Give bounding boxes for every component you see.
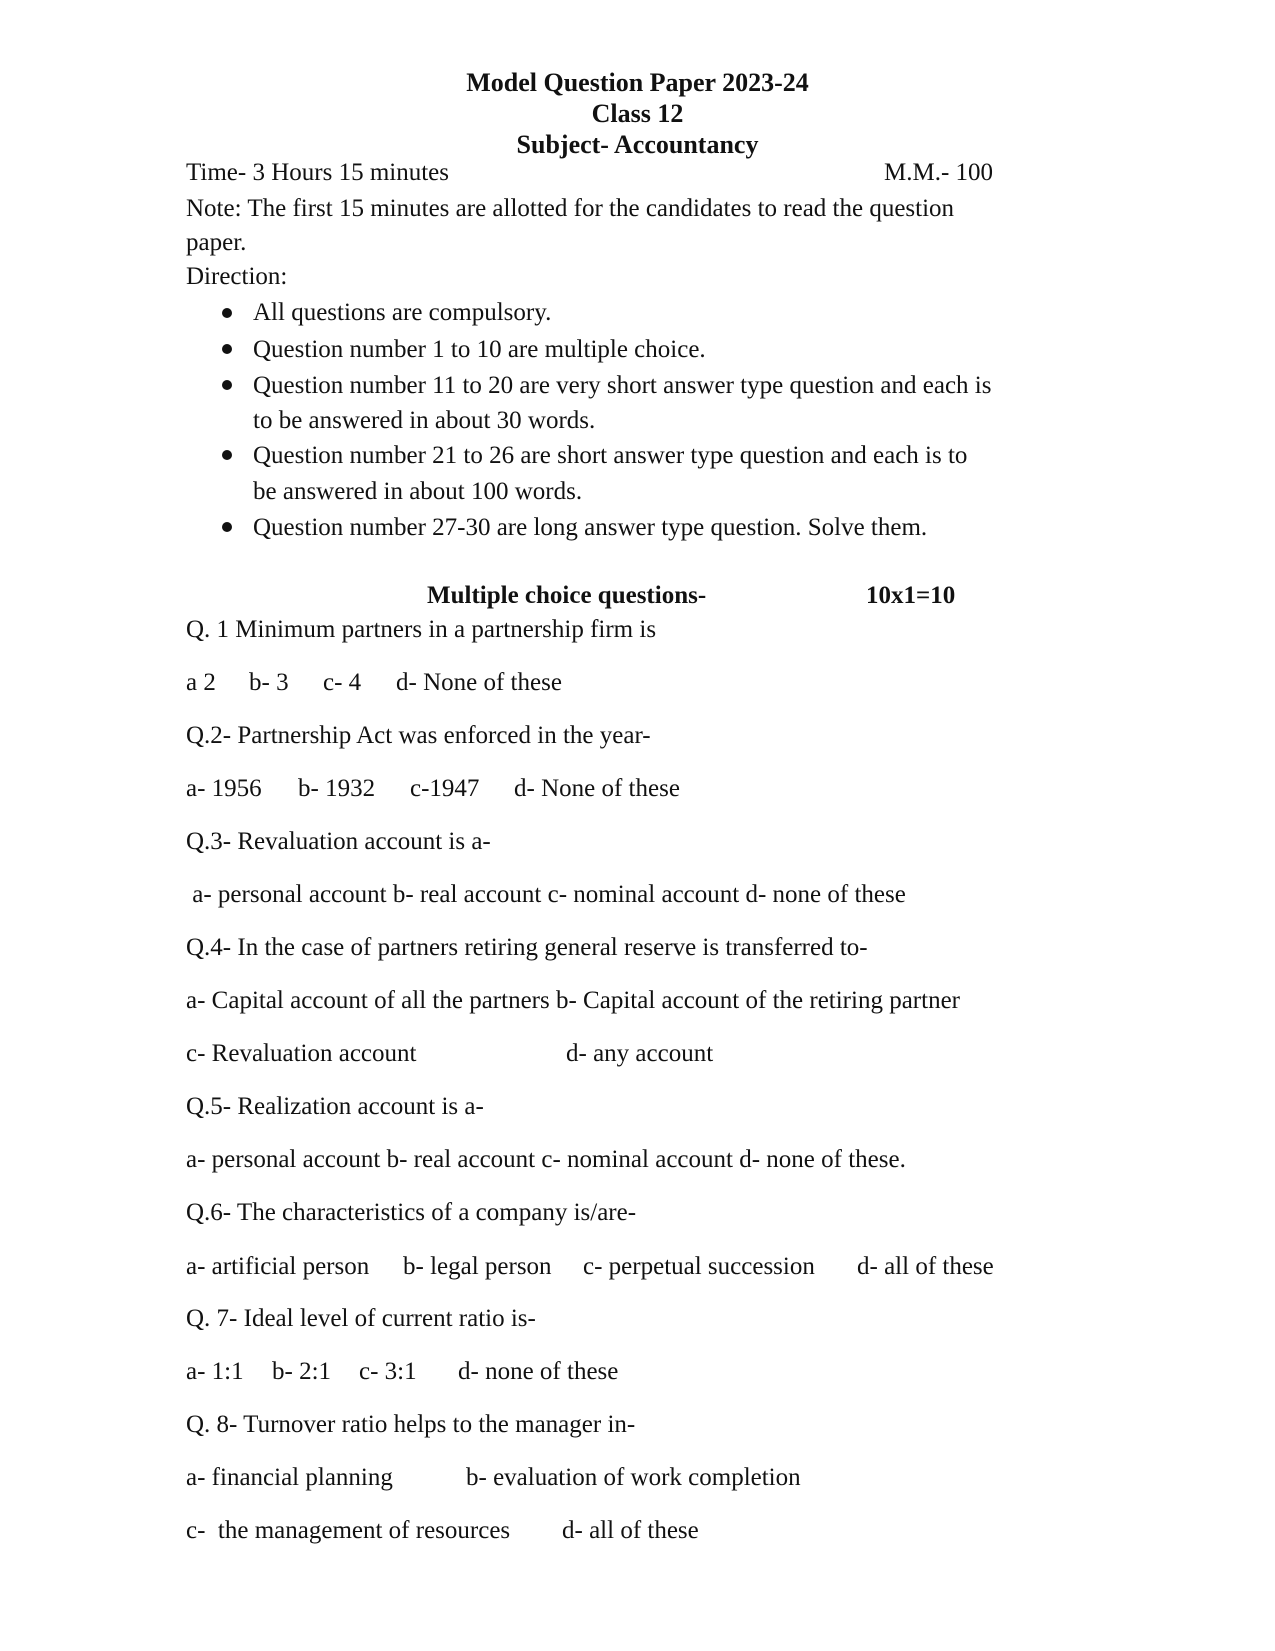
q4-option-d: d- any account — [566, 1040, 714, 1067]
paper-title: Model Question Paper 2023-24 — [466, 68, 809, 97]
section-marks: 10x1=10 — [866, 582, 956, 609]
question-1: Q. 1 Minimum partners in a partnership firm is — [186, 616, 657, 643]
q3-options: a- personal account b- real account c- nominal account d- none of these — [186, 881, 906, 908]
bullet-icon — [222, 308, 232, 318]
q2-option-d: d- None of these — [514, 775, 680, 802]
direction-label: Direction: — [186, 263, 288, 290]
time-label: Time- 3 Hours 15 minutes — [186, 159, 449, 186]
question-7: Q. 7- Ideal level of current ratio is- — [186, 1305, 536, 1332]
q8-option-a: a- financial planning — [186, 1464, 393, 1491]
direction-item: Question number 27-30 are long answer type question. Solve them. — [253, 514, 928, 541]
direction-item-continued: be answered in about 100 words. — [253, 478, 583, 505]
subject-label: Subject- Accountancy — [516, 130, 759, 159]
question-5: Q.5- Realization account is a- — [186, 1093, 484, 1120]
q7-option-a: a- 1:1 — [186, 1358, 244, 1385]
q7-option-d: d- none of these — [458, 1358, 619, 1385]
direction-item: Question number 21 to 26 are short answer type question and each is to — [253, 442, 968, 469]
question-6: Q.6- The characteristics of a company is/are- — [186, 1199, 637, 1226]
q2-option-c: c-1947 — [410, 775, 480, 802]
bullet-icon — [222, 380, 232, 390]
q1-option-c: c- 4 — [323, 669, 362, 696]
q7-option-b: b- 2:1 — [272, 1358, 332, 1385]
question-2: Q.2- Partnership Act was enforced in the year- — [186, 722, 651, 749]
q5-options: a- personal account b- real account c- nominal account d- none of these. — [186, 1146, 906, 1173]
q2-option-a: a- 1956 — [186, 775, 262, 802]
q1-option-d: d- None of these — [396, 669, 562, 696]
section-title: Multiple choice questions- — [427, 582, 707, 609]
direction-item-continued: to be answered in about 30 words. — [253, 407, 596, 434]
direction-item: Question number 11 to 20 are very short answer type question and each is — [253, 372, 992, 399]
bullet-icon — [222, 344, 232, 354]
note-line-1: Note: The first 15 minutes are allotted for the candidates to read the question — [186, 195, 955, 222]
q1-option-a: a 2 — [186, 669, 216, 696]
q4-options-line-1: a- Capital account of all the partners b- Capital account of the retiring partner — [186, 987, 960, 1014]
q7-option-c: c- 3:1 — [359, 1358, 417, 1385]
direction-item: All questions are compulsory. — [253, 299, 552, 326]
question-3: Q.3- Revaluation account is a- — [186, 828, 491, 855]
direction-item: Question number 1 to 10 are multiple choice. — [253, 336, 706, 363]
q1-option-b: b- 3 — [249, 669, 289, 696]
q6-option-b: b- legal person — [403, 1253, 552, 1280]
bullet-icon — [222, 522, 232, 532]
q6-option-d: d- all of these — [857, 1253, 994, 1280]
class-label: Class 12 — [591, 99, 684, 128]
q8-option-c: c- the management of resources — [186, 1517, 511, 1544]
bullet-icon — [222, 450, 232, 460]
note-line-2: paper. — [186, 229, 247, 256]
q6-option-a: a- artificial person — [186, 1253, 370, 1280]
q8-option-d: d- all of these — [562, 1517, 699, 1544]
max-marks-label: M.M.- 100 — [884, 159, 994, 186]
question-4: Q.4- In the case of partners retiring general reserve is transferred to- — [186, 934, 868, 961]
question-8: Q. 8- Turnover ratio helps to the manager in- — [186, 1411, 636, 1438]
q6-option-c: c- perpetual succession — [583, 1253, 815, 1280]
q4-option-c: c- Revaluation account — [186, 1040, 417, 1067]
q8-option-b: b- evaluation of work completion — [466, 1464, 801, 1491]
q2-option-b: b- 1932 — [298, 775, 376, 802]
